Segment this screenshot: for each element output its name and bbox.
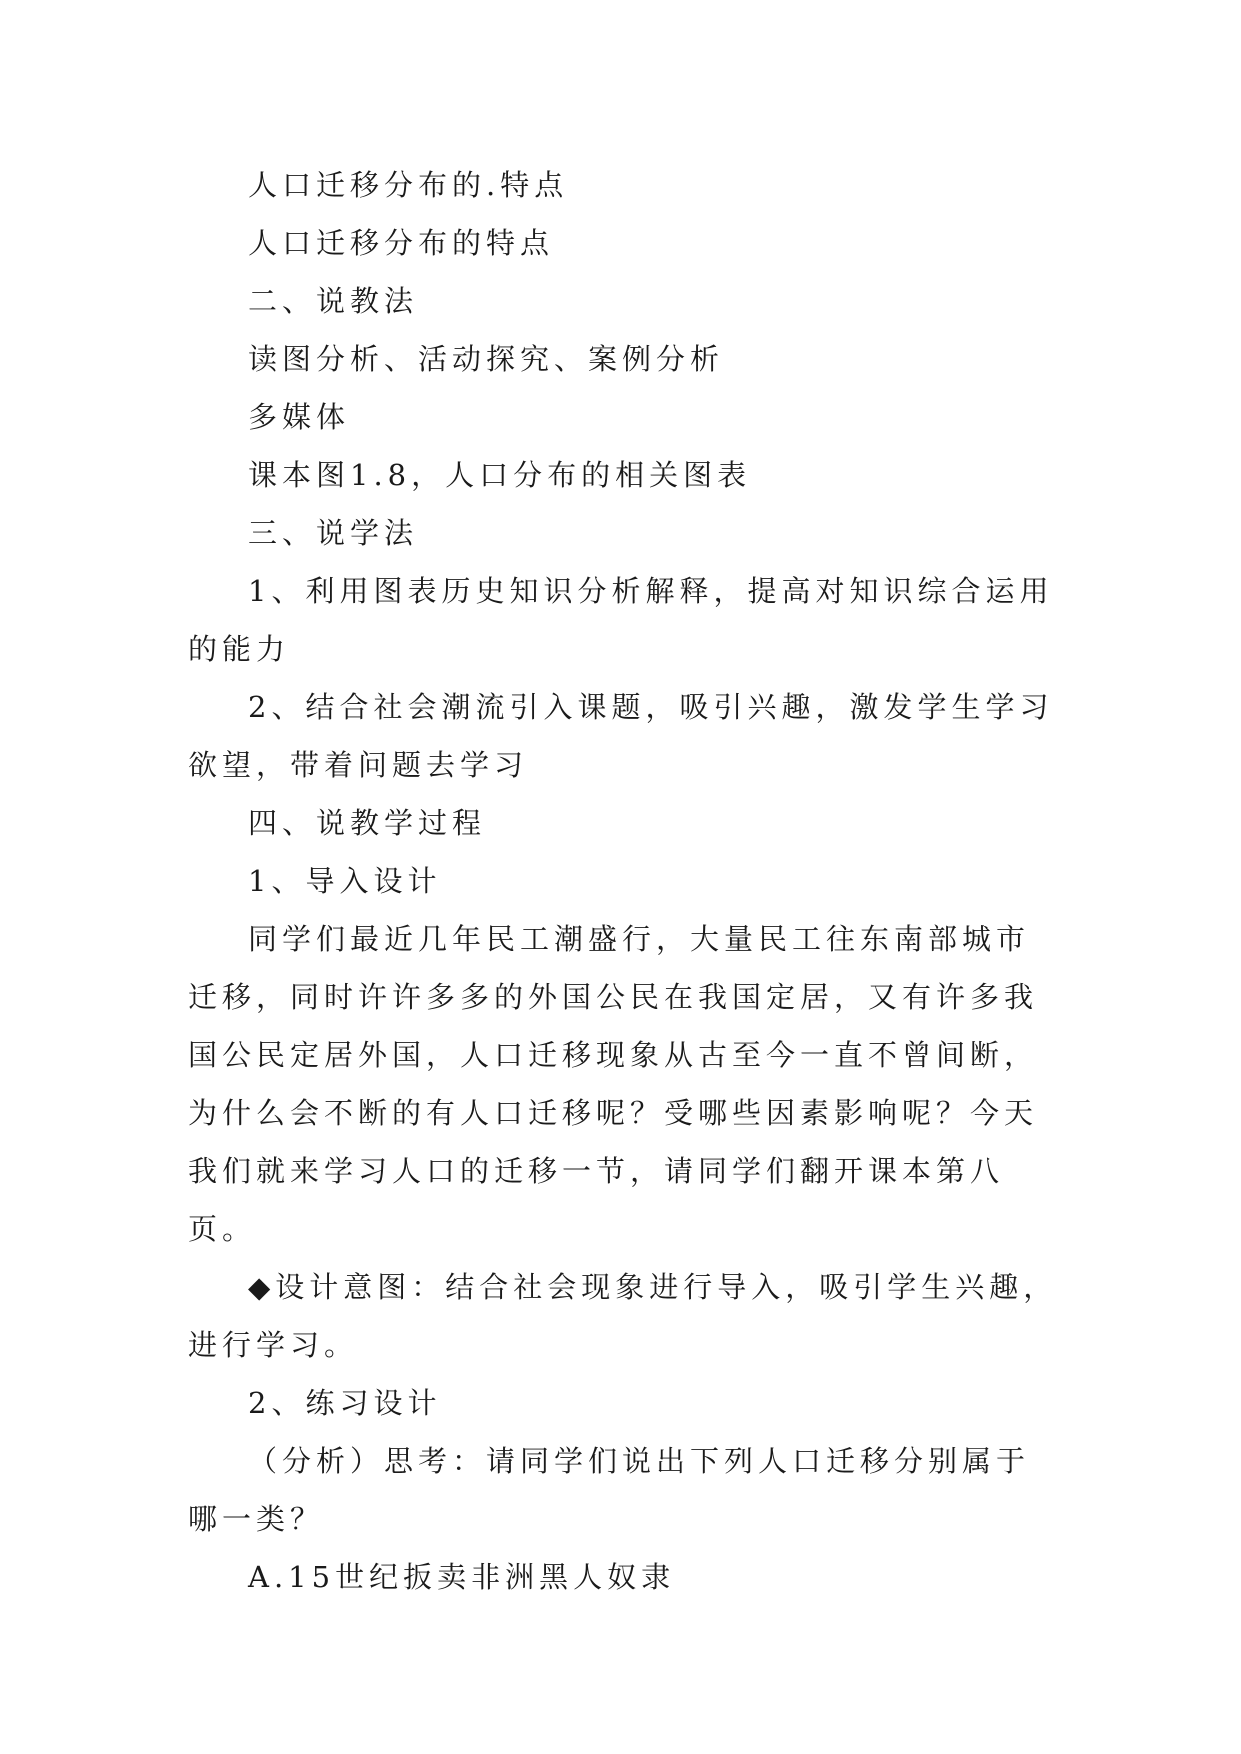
paragraph-introduction: 同学们最近几年民工潮盛行，大量民工往东南部城市迁移，同时许许多多的外国公民在我国定居，又有许多我国公民定居外国，人口迁移现象从古至今一直不曾间断，为什么会不断的有人口迁移呢？受哪些因素影响呢？今天我们就来学习人口的迁移一节，请同学们翻开课本第八页。: [188, 922, 1039, 1246]
document-body: [188, 156, 1058, 1606]
paragraph-exercise-question: （分析）思考：请同学们说出下列人口迁移分别属于哪一类？: [188, 1444, 1031, 1536]
section-heading-learning-method: 三、说学法: [248, 516, 419, 550]
subheading-introduction-design: 1、导入设计: [248, 864, 442, 898]
paragraph-textbook-figure: 课本图1.8，人口分布的相关图表: [248, 458, 752, 492]
paragraph-media: 多媒体: [248, 400, 351, 434]
paragraph-option-a: A.15世纪扳卖非洲黑人奴隶: [248, 1560, 676, 1594]
paragraph-methods: 读图分析、活动探究、案例分析: [248, 342, 725, 376]
paragraph-learning-point-1: 1、利用图表历史知识分析解释，提高对知识综合运用的能力: [188, 574, 1054, 666]
paragraph-learning-point-2: 2、结合社会潮流引入课题，吸引兴趣，激发学生学习欲望，带着问题去学习: [188, 690, 1054, 782]
paragraph-heading-features-2: 人口迁移分布的特点: [248, 226, 555, 260]
section-heading-teaching-process: 四、说教学过程: [248, 806, 487, 840]
section-heading-teaching-method: 二、说教法: [248, 284, 419, 318]
paragraph-heading-features-1: 人口迁移分布的.特点: [248, 168, 569, 202]
paragraph-design-intent: ◆设计意图：结合社会现象进行导入，吸引学生兴趣，进行学习。: [188, 1270, 1058, 1362]
subheading-exercise-design: 2、练习设计: [248, 1386, 442, 1420]
